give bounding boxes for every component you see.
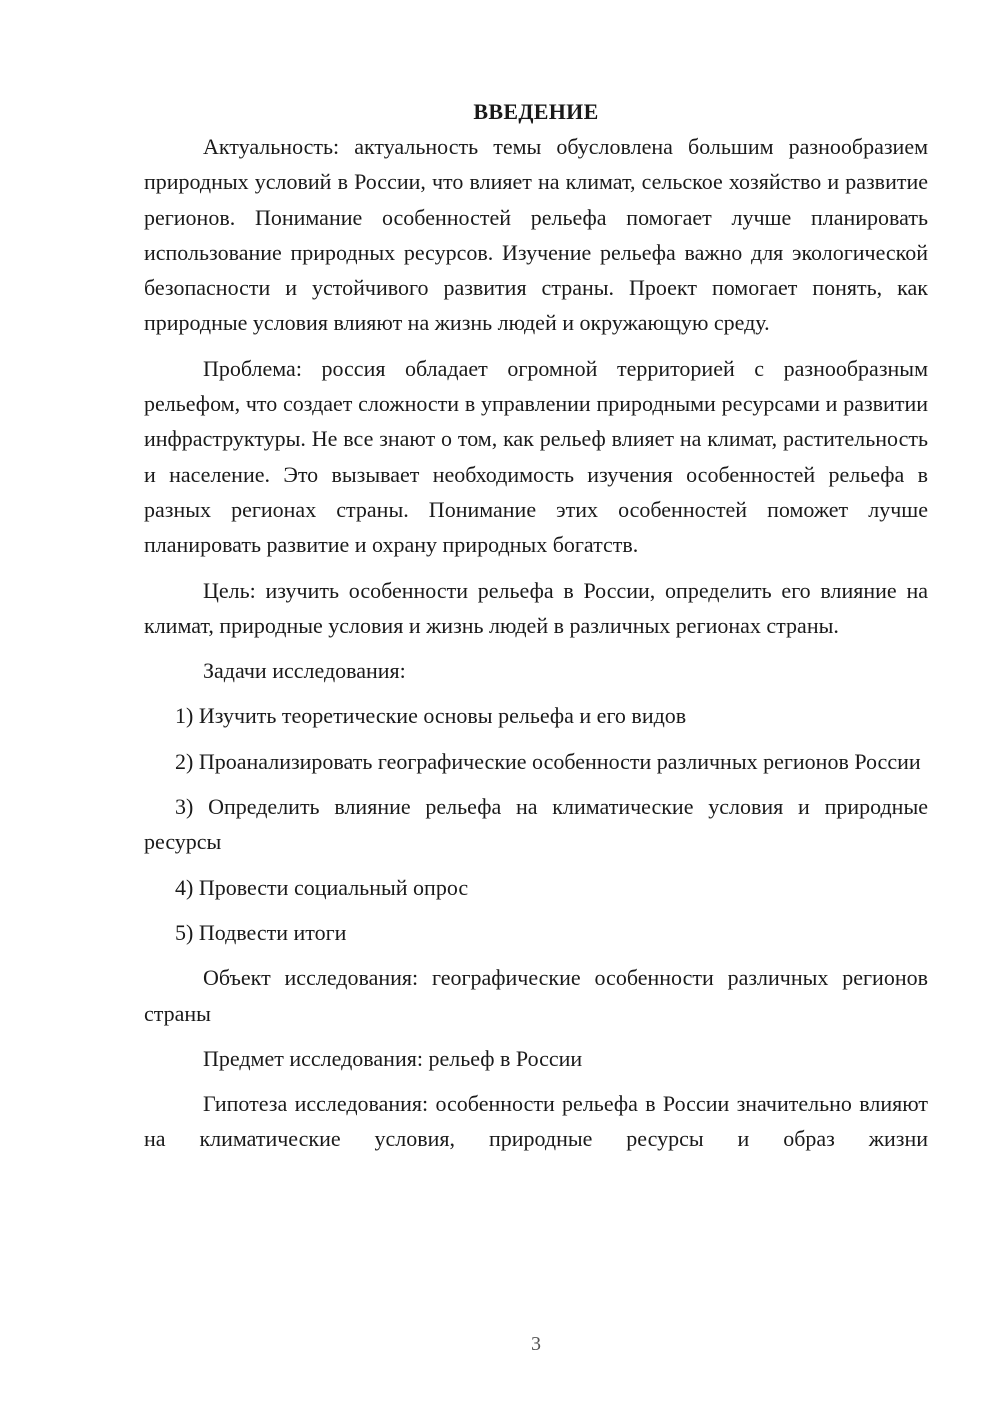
paragraph-object: Объект исследования: географические особенности различных регионов страны: [144, 965, 928, 1026]
page-number: 3: [531, 1333, 541, 1355]
task-item-3: 3) Определить влияние рельефа на климатические условия и природные ресурсы: [144, 794, 928, 855]
task-item-2: 2) Проанализировать географические особенности различных регионов России: [175, 748, 921, 774]
paragraph-relevance: Актуальность: актуальность темы обусловлена большим разнообразием природных условий в России, что влияет на климат, сельское хозяйство и развитие регионов. Понимание особенностей рельефа помогает лучше планировать использование природных ресурсов. Изучение рельефа важно для экологической безопасности и устойчивого развития страны. Проект помогает понять, как природные условия влияют на жизнь людей и окружающую среду.: [144, 134, 928, 336]
task-item-1: 1) Изучить теоретические основы рельефа и его видов: [175, 703, 687, 729]
page-title: ВВЕДЕНИЕ: [473, 99, 599, 124]
paragraph-subject: Предмет исследования: рельеф в России: [203, 1045, 583, 1071]
paragraph-goal: Цель: изучить особенности рельефа в России, определить его влияние на климат, природные условия и жизнь людей в различных регионах страны.: [144, 577, 928, 638]
task-item-4: 4) Провести социальный опрос: [175, 874, 469, 900]
tasks-heading: Задачи исследования:: [203, 658, 406, 684]
paragraph-problem: Проблема: россия обладает огромной территорией с разнообразным рельефом, что создает сложности в управлении природными ресурсами и развитии инфраструктуры. Не все знают о том, как рельеф влияет на климат, растительность и население. Это вызывает необходимость изучения особенностей рельефа в разных регионах страны. Понимание этих особенностей поможет лучше планировать развитие и охрану природных богатств.: [144, 355, 928, 558]
paragraph-hypothesis: Гипотеза исследования: особенности рельефа в России значительно влияют на климатические условия, природные ресурсы и образ жизни: [144, 1091, 928, 1152]
document-page: [144, 94, 928, 1167]
task-item-5: 5) Подвести итоги: [175, 919, 347, 945]
